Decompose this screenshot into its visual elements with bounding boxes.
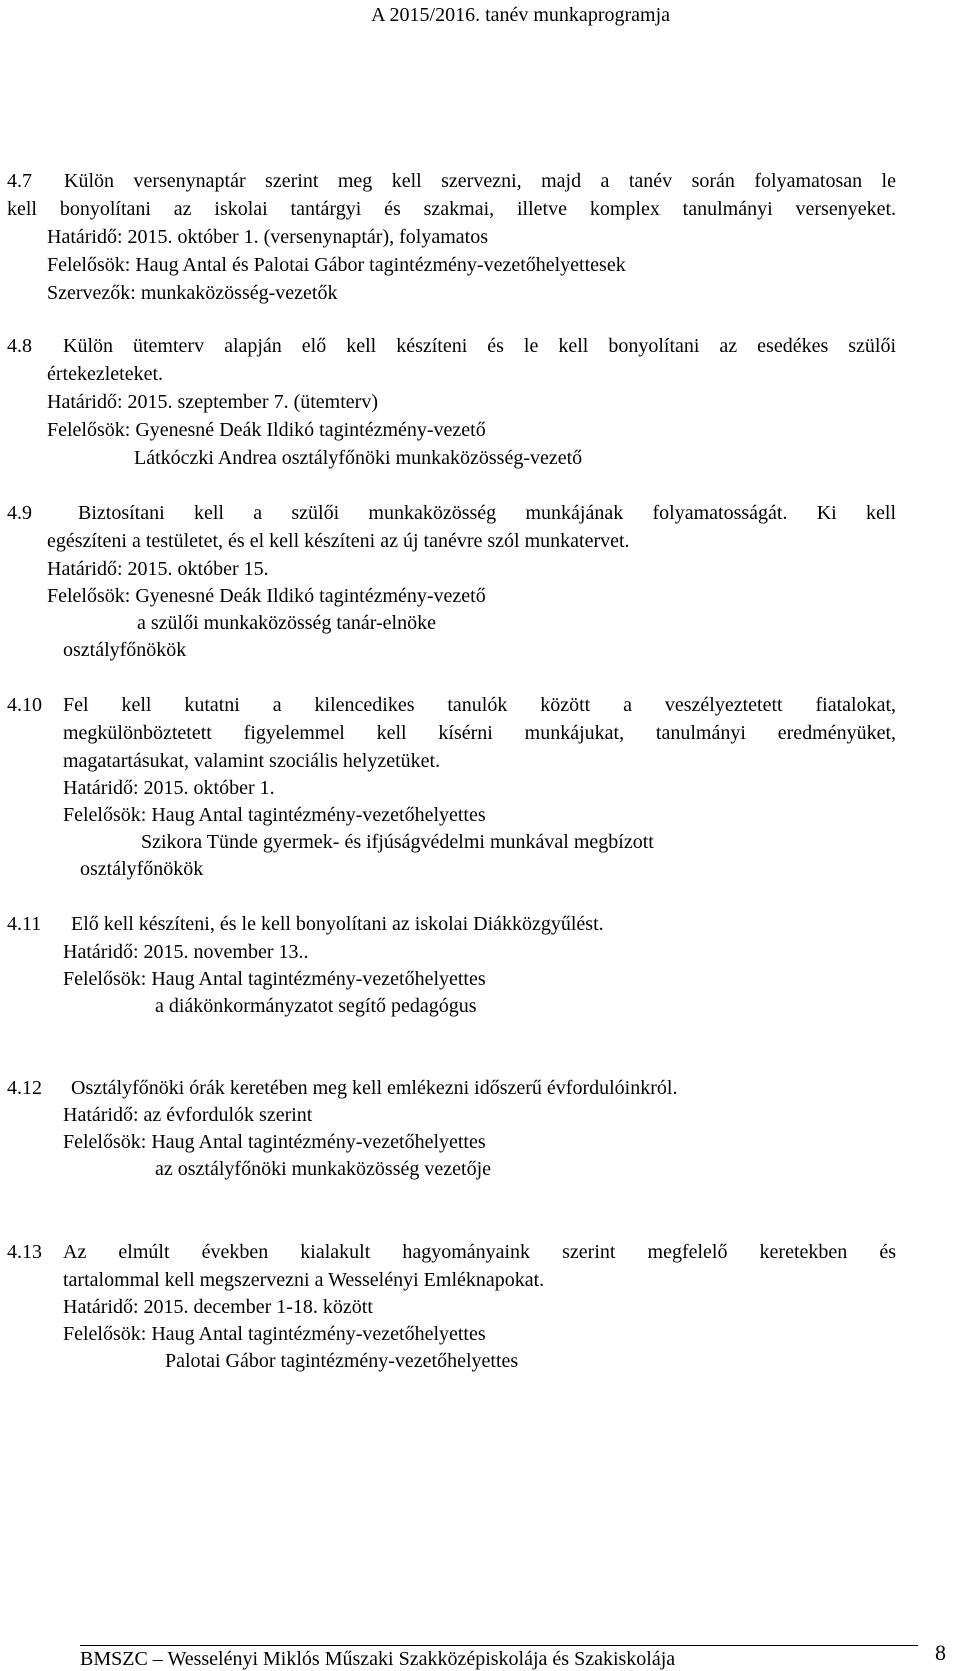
item-4-10-deadline: Határidő: 2015. október 1. <box>63 777 275 799</box>
footer-divider <box>80 1645 918 1646</box>
item-4-7-line-1: Külön versenynaptár szerint meg kell szervezni, majd a tanév során folyamatosan le <box>64 170 896 192</box>
item-4-12-deadline: Határidő: az évfordulók szerint <box>63 1104 313 1126</box>
item-4-10-responsible-3: osztályfőnökök <box>80 858 204 880</box>
item-number-4-8: 4.8 <box>7 335 32 357</box>
item-4-7-deadline: Határidő: 2015. október 1. (versenynaptár), folyamatos <box>47 226 488 248</box>
item-4-13-responsible-2: Palotai Gábor tagintézmény-vezetőhelyettes <box>165 1350 519 1372</box>
item-4-10-line-1: Fel kell kutatni a kilencedikes tanulók között a veszélyeztetett fiatalokat, <box>63 694 896 716</box>
item-4-11-responsible-2: a diákönkormányzatot segítő pedagógus <box>155 995 477 1017</box>
item-number-4-7: 4.7 <box>7 170 32 192</box>
item-number-4-9: 4.9 <box>7 502 32 524</box>
item-4-7-line-2: kell bonyolítani az iskolai tantárgyi és szakmai, illetve komplex tanulmányi versenyeket. <box>7 198 896 220</box>
item-4-9-line-2: egészíteni a testületet, és el kell készíteni az új tanévre szól munkatervet. <box>47 530 630 552</box>
item-4-9-responsible-2: a szülői munkaközösség tanár-elnöke <box>137 612 436 634</box>
item-4-11-line-1: Elő kell készíteni, és le kell bonyolítani az iskolai Diákközgyűlést. <box>71 913 604 935</box>
item-4-8-line-2: értekezleteket. <box>47 363 164 385</box>
item-4-8-responsible: Felelősök: Gyenesné Deák Ildikó tagintézmény-vezető <box>47 419 486 441</box>
item-4-7-responsible: Felelősök: Haug Antal és Palotai Gábor tagintézmény-vezetőhelyettesek <box>47 254 626 276</box>
item-number-4-13: 4.13 <box>7 1241 42 1263</box>
item-4-12-responsible: Felelősök: Haug Antal tagintézmény-vezetőhelyettes <box>63 1131 486 1153</box>
item-4-11-responsible: Felelősök: Haug Antal tagintézmény-vezetőhelyettes <box>63 968 486 990</box>
item-4-10-line-3: magatartásukat, valamint szociális helyzetüket. <box>63 750 441 772</box>
item-4-8-deadline: Határidő: 2015. szeptember 7. (ütemterv) <box>47 391 378 413</box>
page-header-title: A 2015/2016. tanév munkaprogramja <box>371 4 670 26</box>
item-4-13-deadline: Határidő: 2015. december 1-18. között <box>63 1296 373 1318</box>
item-4-12-responsible-2: az osztályfőnöki munkaközösség vezetője <box>155 1158 491 1180</box>
item-4-9-deadline: Határidő: 2015. október 15. <box>47 558 269 580</box>
item-4-8-line-1: Külön ütemterv alapján elő kell készíteni és le kell bonyolítani az esedékes szülői <box>63 335 896 357</box>
item-number-4-10: 4.10 <box>7 694 42 716</box>
item-4-10-line-2: megkülönböztetett figyelemmel kell kísérni munkájukat, tanulmányi eredményüket, <box>63 722 896 744</box>
page-number: 8 <box>935 1640 946 1665</box>
item-4-10-responsible: Felelősök: Haug Antal tagintézmény-vezetőhelyettes <box>63 804 486 826</box>
item-4-9-responsible: Felelősök: Gyenesné Deák Ildikó tagintézmény-vezető <box>47 585 486 607</box>
item-4-8-responsible-2: Látkóczki Andrea osztályfőnöki munkaközösség-vezető <box>134 447 583 469</box>
item-4-7-organizers: Szervezők: munkaközösség-vezetők <box>47 282 338 304</box>
item-4-10-responsible-2: Szikora Tünde gyermek- és ifjúságvédelmi munkával megbízott <box>141 831 654 853</box>
item-4-13-line-2: tartalommal kell megszervezni a Wesselényi Emléknapokat. <box>63 1269 545 1291</box>
item-4-11-deadline: Határidő: 2015. november 13.. <box>63 941 309 963</box>
footer-school-name: BMSZC – Wesselényi Miklós Műszaki Szakközépiskolája és Szakiskolája <box>80 1648 676 1670</box>
item-4-9-line-1: Biztosítani kell a szülői munkaközösség munkájának folyamatosságát. Ki kell <box>78 502 896 524</box>
item-4-9-responsible-3: osztályfőnökök <box>63 639 187 661</box>
item-number-4-12: 4.12 <box>7 1077 42 1099</box>
item-4-13-responsible: Felelősök: Haug Antal tagintézmény-vezetőhelyettes <box>63 1323 486 1345</box>
item-4-13-line-1: Az elmúlt években kialakult hagyományaink szerint megfelelő keretekben és <box>63 1241 896 1263</box>
item-4-12-line-1: Osztályfőnöki órák keretében meg kell emlékezni időszerű évfordulóinkról. <box>71 1077 678 1099</box>
item-number-4-11: 4.11 <box>7 913 42 935</box>
